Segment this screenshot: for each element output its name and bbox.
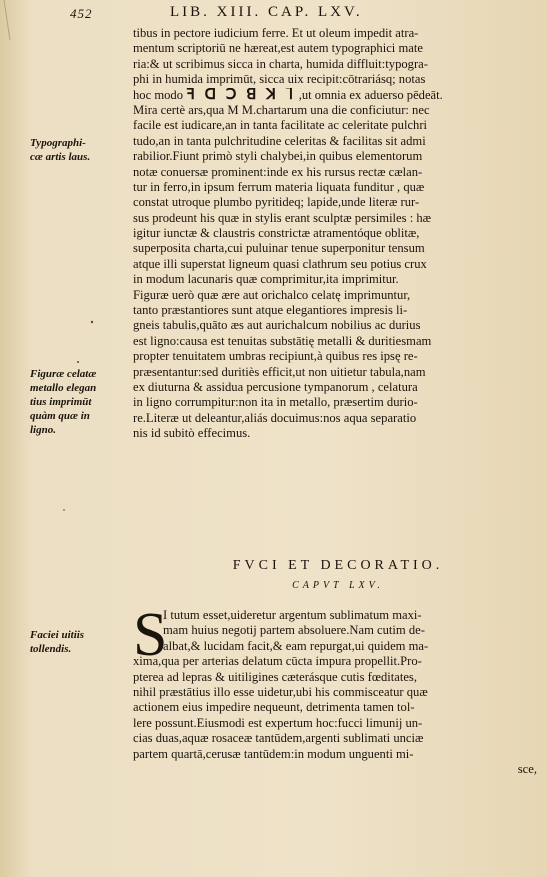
- text-line: notæ conuersæ prominent:inde ex his rursus rectæ cælan-: [133, 164, 423, 179]
- text-line: actionem eius impedire nequeunt, detrimenta tamen tol-: [133, 700, 415, 715]
- text-line: tanto præstantiores sunt atque elegantiores impresis li-: [133, 303, 408, 318]
- margin-note-line: ligno.: [30, 424, 56, 436]
- running-head: LIB. XIII. CAP. LXV.: [170, 4, 363, 20]
- text-line: mam huius negotij partem absoluere.Nam cutim de-: [163, 623, 425, 638]
- margin-note-line: Figuræ celatæ: [30, 368, 97, 380]
- text-line: præsentantur:sed duritiès efficit,ut non uitietur tabula,nam: [133, 364, 426, 379]
- text-line: ria:& ut scribimus sicca in charta, humida diffluit:typogra-: [133, 56, 428, 71]
- text-fragment: ,ut omnia ex aduerso pēdeāt.: [298, 87, 443, 102]
- text-line: re.Literæ ut deleantur,aliás docuimus:nos aqua separatio: [133, 410, 417, 425]
- text-line: Mira certè ars,qua M M.chartarum una die conficiutur: nec: [133, 102, 430, 117]
- margin-note-line: quàm quæ in: [30, 410, 90, 422]
- text-line: mentum scriptoriū ne hæreat,est autem typographici mate: [133, 41, 423, 56]
- reversed-type-glyphs: ꟻ ꓷ Ↄ ꓭ ꓘ Ⴈ: [186, 87, 296, 103]
- margin-note-line: metallo elegan: [30, 382, 97, 394]
- margin-note-line: tollendis.: [30, 643, 72, 655]
- text-line: gneis tabulis,quāto æs aut aurichalcum nobilius ac durius: [133, 318, 421, 333]
- text-line: superposita charta,cui puluinar tenue superponitur tensum: [133, 241, 425, 256]
- ink-speck: [91, 321, 93, 323]
- text-line: partem quartā,cerusæ tantūdem:in modum unguenti mi-: [133, 746, 414, 761]
- page-edge-mark: [4, 0, 10, 40]
- text-line: cias duas,aquæ rosaceæ tantūdem,argenti sublimati unciæ: [133, 731, 424, 746]
- text-line: Figuræ uerò quæ ære aut orichalco celatę imprimuntur,: [133, 287, 411, 302]
- text-line: lere possunt.Eiusmodi est expertum hoc:fucci limunij un-: [133, 715, 423, 730]
- ink-speck: [63, 509, 65, 511]
- text-line: pterea ad lepras & uitiligines cæterásque cutis fœditates,: [133, 669, 417, 684]
- text-line: ex diuturna & assidua percusione tympanorum , celatura: [133, 379, 418, 394]
- text-line: rabilior.Fiunt primò styli chalybei,in quibus elementorum: [133, 149, 423, 164]
- text-line: igitur iunctæ & claustris constrictæ atramentóque oblitæ,: [133, 226, 420, 241]
- text-line: albat,& lucidam facit,& eam repurgat,ui quidem ma-: [163, 638, 429, 653]
- text-line: constat utroque plumbo pyritideq; lapide,unde literæ rur-: [133, 195, 420, 210]
- text-line: nihil præstātius illo esse uidetur,ubi his commisceatur quæ: [133, 684, 428, 699]
- text-line: I tutum esset,uideretur argentum sublimatum maxi-: [163, 608, 422, 622]
- text-line: atque illi superstat ligneum quasi clathrum seu potius crux: [133, 256, 427, 271]
- text-line: xima,qua per arterias delatum cūcta impura propellit.Pro-: [133, 654, 422, 669]
- margin-note-line: tius imprimūt: [30, 396, 92, 408]
- text-line: tudo,an in tanta pulchritudine celeritas & facilitas sit admi: [133, 133, 426, 148]
- text-line: tur in ferro,in ipsum ferrum materia liquata funditur , quæ: [133, 179, 425, 194]
- text-line: tibus in pectore iudicium ferre. Et ut oleum impedit atra-: [133, 26, 419, 40]
- text-fragment: hoc modo: [133, 87, 184, 102]
- text-line: in ligno corrumpitur:non ita in metallo, præsertim durio-: [133, 395, 418, 410]
- text-line: facile est iudicare,an in tanta facilitate ac celeritate pulchri: [133, 118, 428, 133]
- margin-note-line: Typographi-: [30, 137, 86, 149]
- ink-speck: [77, 361, 79, 363]
- margin-note-line: cæ artis laus.: [30, 151, 91, 163]
- page-number: 452: [70, 6, 93, 21]
- drop-cap: S: [133, 601, 168, 669]
- text-line: nis id subitò effecimus.: [133, 426, 251, 441]
- catchword: sce,: [517, 761, 537, 776]
- text-line: est ligno:causa est tenuitas substātię metalli & duritiesmam: [133, 333, 432, 348]
- text-line: sus prodeunt his quæ in stylis erant sculptæ persimiles : hæ: [133, 210, 432, 225]
- text-line: phi in humida imprimūt, sicca uix recipit:cōtrariásq; notas: [133, 72, 426, 87]
- text-line: in modum lacunaris quæ comprimitur,ita imprimitur.: [133, 272, 399, 287]
- section-title: FVCI ET DECORATIO.: [232, 558, 444, 573]
- text-line: propter tenuitatem umbras recipiunt,à quibus res ipsę re-: [133, 349, 418, 364]
- margin-note-line: Faciei uitiis: [30, 629, 85, 641]
- chapter-label: CAPVT LXV.: [292, 580, 384, 591]
